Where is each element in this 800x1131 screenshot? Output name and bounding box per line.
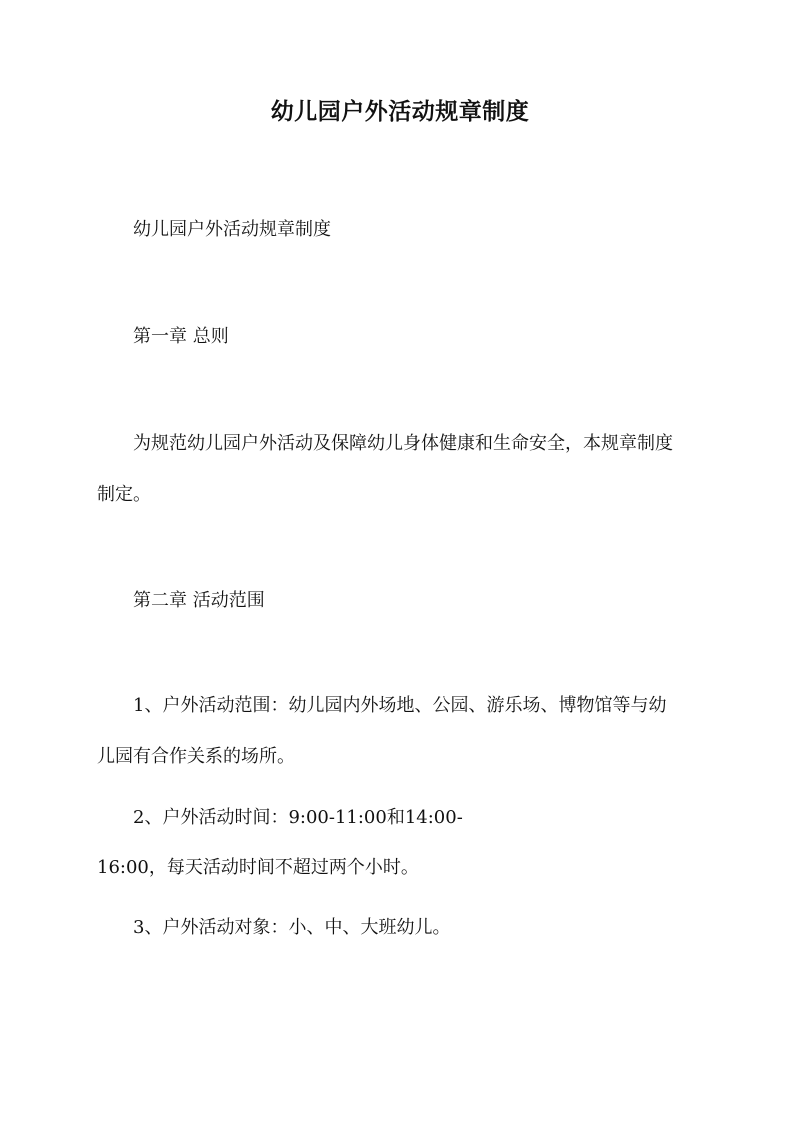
chapter-2-item-3: 3、户外活动对象：小、中、大班幼儿。 — [133, 917, 451, 938]
chapter-2-item-2-line-2: 16:00，每天活动时间不超过两个小时。 — [97, 857, 419, 878]
chapter-2-item-1-line-2: 儿园有合作关系的场所。 — [97, 746, 295, 767]
document-title: 幼儿园户外活动规章制度 — [270, 98, 530, 125]
chapter-2-heading: 第二章 活动范围 — [133, 590, 265, 611]
chapter-2-item-2-line-1: 2、户外活动时间：9:00-11:00和14:00- — [133, 807, 463, 828]
chapter-1-paragraph-line-1: 为规范幼儿园户外活动及保障幼儿身体健康和生命安全，本规章制度 — [133, 433, 673, 454]
chapter-2-item-1-line-1: 1、户外活动范围：幼儿园内外场地、公园、游乐场、博物馆等与幼 — [133, 695, 667, 716]
chapter-1-heading: 第一章 总则 — [133, 326, 229, 347]
chapter-1-paragraph-line-2: 制定。 — [97, 484, 151, 505]
document-subtitle: 幼儿园户外活动规章制度 — [133, 219, 331, 240]
